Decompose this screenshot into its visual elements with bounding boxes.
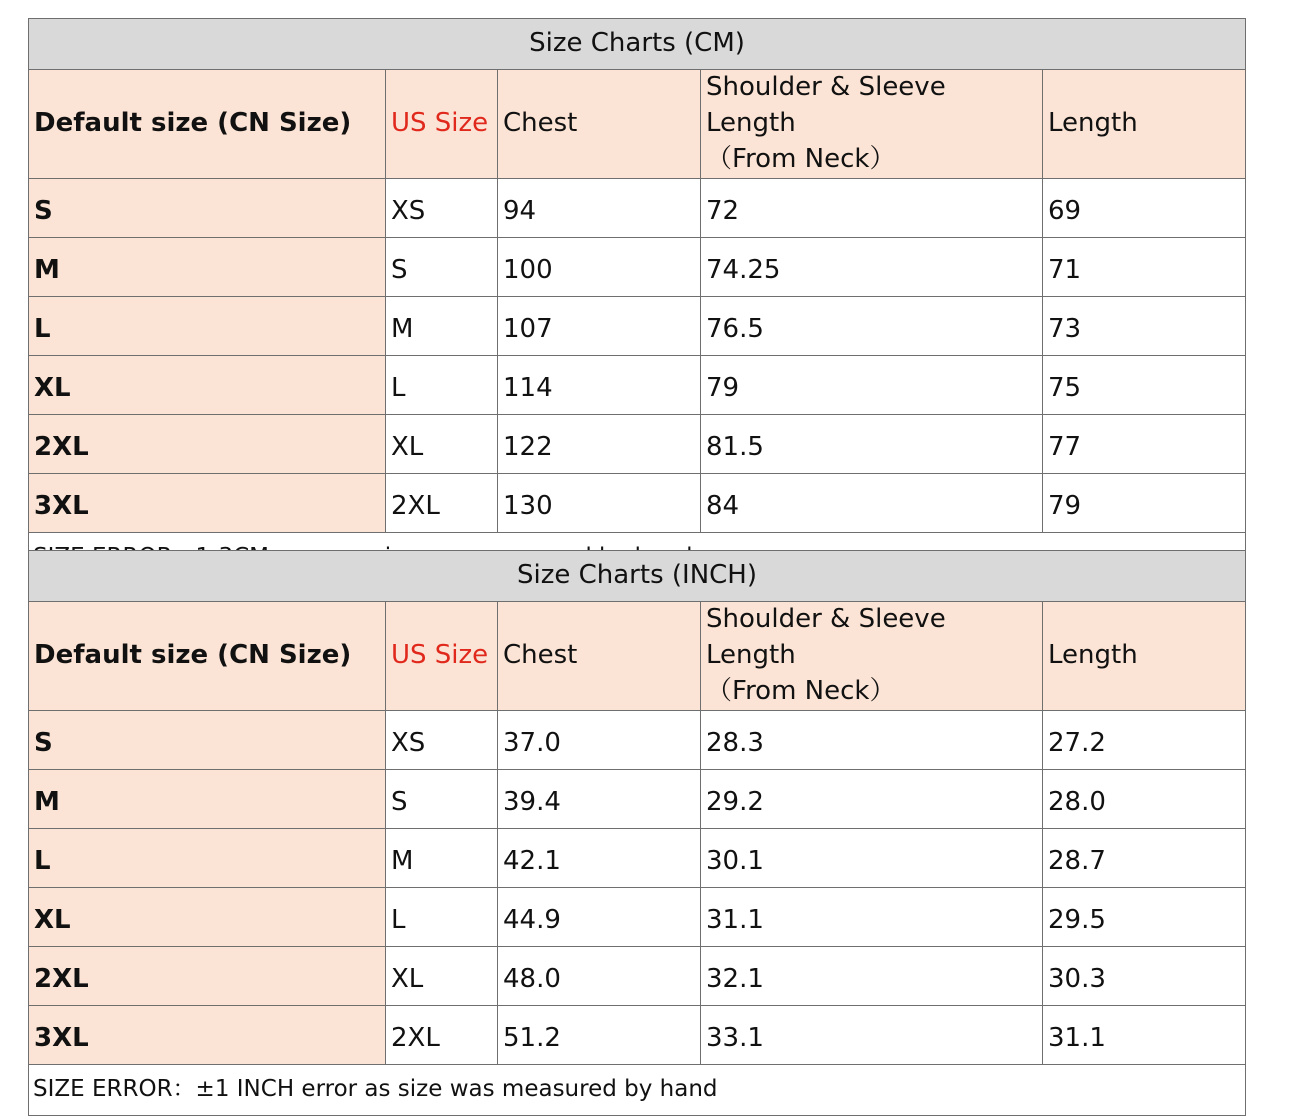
cell-chest: 114 (498, 355, 701, 414)
header-shoulder-sleeve (701, 70, 1043, 179)
cell-shoulder: 33.1 (701, 1005, 1043, 1064)
header-row (29, 70, 1246, 179)
cell-us-size: XS (386, 710, 498, 769)
cell-length: 27.2 (1043, 710, 1246, 769)
header-shoulder-line2: （From Neck） (706, 675, 896, 706)
size-error-note: SIZE ERROR：±1 INCH error as size was measured by hand (29, 1064, 1246, 1115)
cell-us-size: 2XL (386, 1005, 498, 1064)
cell-chest: 107 (498, 296, 701, 355)
cell-cn-size: S (29, 178, 386, 237)
cell-cn-size: 2XL (29, 946, 386, 1005)
header-us-size: US Size (386, 70, 498, 179)
cell-cn-size: XL (29, 887, 386, 946)
cell-us-size: M (386, 296, 498, 355)
cell-cn-size: 3XL (29, 1005, 386, 1064)
cell-shoulder: 74.25 (701, 237, 1043, 296)
cell-length: 28.7 (1043, 828, 1246, 887)
cell-us-size: S (386, 237, 498, 296)
cell-chest: 94 (498, 178, 701, 237)
cell-chest: 42.1 (498, 828, 701, 887)
header-shoulder-line1: Shoulder & Sleeve Length (706, 604, 946, 670)
header-us-size: US Size (386, 602, 498, 711)
cell-length: 30.3 (1043, 946, 1246, 1005)
cell-shoulder: 28.3 (701, 710, 1043, 769)
chart-title: Size Charts (CM) (29, 19, 1246, 70)
header-chest: Chest (498, 602, 701, 711)
table-row (29, 355, 1246, 414)
table-row (29, 946, 1246, 1005)
header-length: Length (1043, 70, 1246, 179)
cell-shoulder: 84 (701, 473, 1043, 532)
cell-length: 69 (1043, 178, 1246, 237)
cell-us-size: XL (386, 414, 498, 473)
chart-title-row (29, 551, 1246, 602)
header-cn-size: Default size (CN Size) (29, 602, 386, 711)
cell-cn-size: M (29, 769, 386, 828)
header-chest: Chest (498, 70, 701, 179)
cell-chest: 37.0 (498, 710, 701, 769)
chart-title: Size Charts (INCH) (29, 551, 1246, 602)
cell-length: 79 (1043, 473, 1246, 532)
cell-cn-size: 2XL (29, 414, 386, 473)
cell-cn-size: L (29, 828, 386, 887)
table-row (29, 178, 1246, 237)
cell-us-size: XL (386, 946, 498, 1005)
size-chart-cm (28, 18, 1246, 584)
cell-length: 75 (1043, 355, 1246, 414)
cell-shoulder: 72 (701, 178, 1043, 237)
header-cn-size: Default size (CN Size) (29, 70, 386, 179)
cell-chest: 51.2 (498, 1005, 701, 1064)
table-row (29, 473, 1246, 532)
table-row (29, 828, 1246, 887)
cell-length: 77 (1043, 414, 1246, 473)
cell-length: 28.0 (1043, 769, 1246, 828)
chart-title-row (29, 19, 1246, 70)
cell-shoulder: 31.1 (701, 887, 1043, 946)
cell-chest: 130 (498, 473, 701, 532)
table-row (29, 414, 1246, 473)
cell-chest: 100 (498, 237, 701, 296)
cell-chest: 44.9 (498, 887, 701, 946)
cell-length: 29.5 (1043, 887, 1246, 946)
cell-shoulder: 32.1 (701, 946, 1043, 1005)
cell-us-size: 2XL (386, 473, 498, 532)
header-row (29, 602, 1246, 711)
cell-shoulder: 30.1 (701, 828, 1043, 887)
cell-cn-size: S (29, 710, 386, 769)
header-length: Length (1043, 602, 1246, 711)
table-row (29, 237, 1246, 296)
cell-shoulder: 81.5 (701, 414, 1043, 473)
table-row (29, 710, 1246, 769)
cell-us-size: XS (386, 178, 498, 237)
cell-length: 31.1 (1043, 1005, 1246, 1064)
table-row (29, 769, 1246, 828)
header-shoulder-line2: （From Neck） (706, 143, 896, 174)
header-shoulder-line1: Shoulder & Sleeve Length (706, 72, 946, 138)
cell-shoulder: 79 (701, 355, 1043, 414)
cell-chest: 39.4 (498, 769, 701, 828)
cell-us-size: M (386, 828, 498, 887)
cell-chest: 48.0 (498, 946, 701, 1005)
cell-us-size: S (386, 769, 498, 828)
cell-cn-size: M (29, 237, 386, 296)
table-row (29, 296, 1246, 355)
cell-shoulder: 76.5 (701, 296, 1043, 355)
cell-length: 71 (1043, 237, 1246, 296)
cell-cn-size: XL (29, 355, 386, 414)
cell-us-size: L (386, 887, 498, 946)
cell-us-size: L (386, 355, 498, 414)
size-error-note-row (29, 1064, 1246, 1115)
size-chart-inch (28, 550, 1246, 1116)
cell-length: 73 (1043, 296, 1246, 355)
cell-cn-size: L (29, 296, 386, 355)
header-shoulder-sleeve (701, 602, 1043, 711)
table-row (29, 1005, 1246, 1064)
cell-cn-size: 3XL (29, 473, 386, 532)
cell-shoulder: 29.2 (701, 769, 1043, 828)
table-row (29, 887, 1246, 946)
cell-chest: 122 (498, 414, 701, 473)
